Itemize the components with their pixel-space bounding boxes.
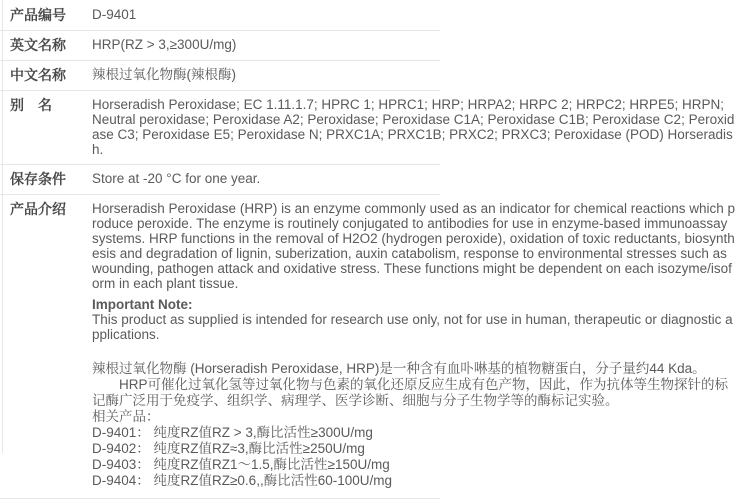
spacer bbox=[92, 342, 736, 361]
row-label-storage: 保存条件 bbox=[10, 171, 66, 187]
related-products-title: 相关产品： bbox=[92, 409, 160, 424]
row-value-product-code: D-9401 bbox=[92, 7, 137, 22]
table-row-chinese-name bbox=[0, 61, 740, 91]
table-row-aliases bbox=[0, 91, 740, 165]
important-note-title: Important Note: bbox=[92, 297, 193, 312]
row-label-product-intro: 产品介绍 bbox=[10, 201, 66, 217]
related-product-item: D-9401： 纯度RZ值RZ > 3,酶比活性≥300U/mg bbox=[92, 425, 373, 440]
row-label-english-name: 英文名称 bbox=[10, 37, 66, 53]
row-value-english-name: HRP(RZ > 3,≥300U/mg) bbox=[92, 37, 237, 52]
important-note-body: This product as supplied is intended for research use only, not for use in human, therapeutic or diagnostic applications. bbox=[92, 312, 733, 342]
table-row-storage bbox=[0, 165, 740, 195]
related-product-item: D-9404： 纯度RZ值RZ≥0.6,,酶比活性60-100U/mg bbox=[92, 473, 392, 488]
row-value-storage: Store at -20 °C for one year. bbox=[92, 171, 261, 186]
table-row-english-name bbox=[0, 31, 740, 61]
row-label-chinese-name: 中文名称 bbox=[10, 67, 66, 83]
row-label-aliases: 别 名 bbox=[10, 97, 52, 113]
row-value-aliases: Horseradish Peroxidase; EC 1.11.1.7; HPRC 1; HPRC1; HRP; HRPA2; HRPC 2; HRPC2; HRPE5; HRPN; Neutral peroxidase; Peroxidase A2; Peroxidase; Peroxidase C1A; Peroxidase C1B; Peroxidase C2; Peroxidase C3; Peroxidase E5; Peroxidase N; PRXC1A; PRXC1B; PRXC2; PRXC3; Peroxidase (POD) Horseradish. bbox=[92, 97, 735, 157]
row-label-product-code: 产品编号 bbox=[10, 7, 66, 23]
intro-paragraph-chinese-2: HRP可催化过氧化氢等过氧化物与色素的氧化还原反应生成有色产物，因此，作为抗体等生物探针的标记酶广泛用于免疫学、组织学、病理学、医学诊断、细胞与分子生物学等的酶标记实验。 bbox=[92, 377, 729, 408]
related-product-item: D-9403： 纯度RZ值RZ1～1.5,酶比活性≥150U/mg bbox=[92, 457, 390, 472]
table-row-product-intro bbox=[0, 195, 740, 499]
row-value-chinese-name: 辣根过氧化物酶(辣根酶) bbox=[92, 67, 236, 82]
table-row-product-code bbox=[0, 1, 740, 31]
related-product-item: D-9402： 纯度RZ值RZ≈3,酶比活性≥250U/mg bbox=[92, 441, 365, 456]
intro-paragraph-english: Horseradish Peroxidase (HRP) is an enzyme commonly used as an indicator for chemical reactions which produce peroxide. The enzyme is routinely conjugated to antibodies for use in enzyme-based immunoassay systems. HRP functions in the removal of H2O2 (hydrogen peroxide), oxidation of toxic reductants, biosynthesis and degradation of lignin, suberization, auxin catabolism, response to environmental stresses such as wounding, pathogen attack and oxidative stress. These functions might be dependent on each isozyme/isoform in each plant tissue. bbox=[92, 201, 736, 291]
related-products-list bbox=[92, 425, 736, 489]
row-value-product-intro bbox=[92, 201, 740, 491]
intro-paragraph-chinese-1: 辣根过氧化物酶 (Horseradish Peroxidase, HRP)是一种含有血卟啉基的植物糖蛋白，分子量约44 Kda。 bbox=[92, 361, 706, 376]
